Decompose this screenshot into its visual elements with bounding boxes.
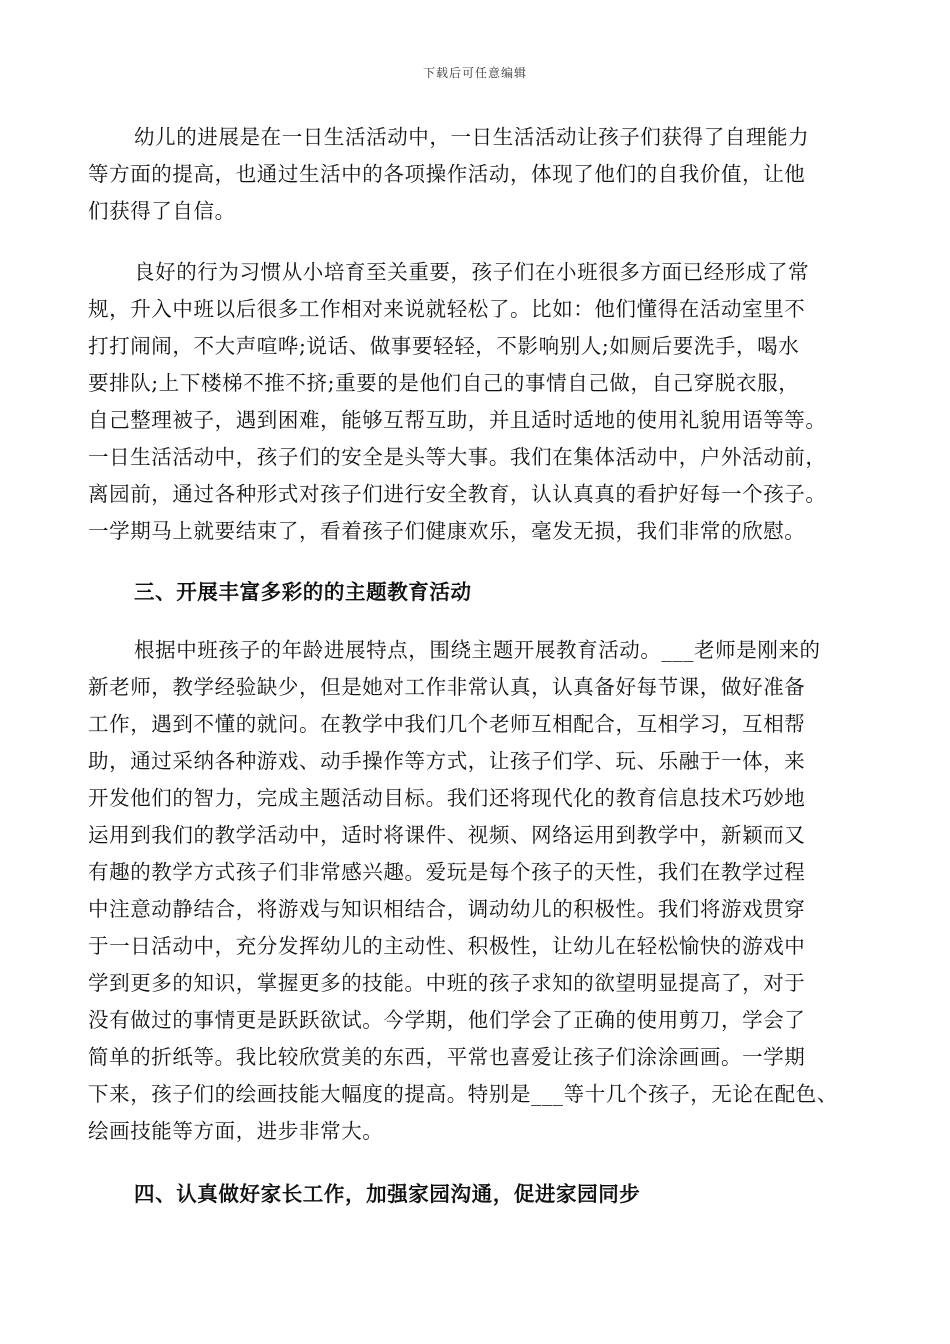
section-3-line-10: 学到更多的知识，掌握更多的技能。中班的孩子求知的欲望明显提高了，对于 xyxy=(88,971,806,995)
paragraph-2-line-8: 一学期马上就要结束了，看着孩子们健康欢乐，毫发无损，我们非常的欣慰。 xyxy=(88,519,806,543)
section-3-line-14: 绘画技能等方面，进步非常大。 xyxy=(88,1119,384,1143)
section-3-line-5: 开发他们的智力，完成主题活动目标。我们还将现代化的教育信息技术巧妙地 xyxy=(88,786,806,810)
paragraph-1-line-3: 们获得了自信。 xyxy=(88,199,236,223)
section-3-line-12: 简单的折纸等。我比较欣赏美的东西，平常也喜爱让孩子们涂涂画画。一学期 xyxy=(88,1045,806,1069)
section-3-line-1: 根据中班孩子的年龄进展特点，围绕主题开展教育活动。___老师是刚来的 xyxy=(134,638,821,662)
section-3-line-7: 有趣的教学方式孩子们非常感兴趣。爱玩是每个孩子的天性，我们在教学过程 xyxy=(88,860,806,884)
paragraph-2-line-3: 打打闹闹，不大声喧哗;说话、做事要轻轻，不影响别人;如厕后要洗手，喝水 xyxy=(88,334,800,358)
paragraph-1-line-1: 幼儿的进展是在一日生活活动中，一日生活活动让孩子们获得了自理能力 xyxy=(134,125,810,149)
section-3-heading: 三、开展丰富多彩的的主题教育活动 xyxy=(134,580,472,604)
paragraph-2-line-6: 一日生活活动中，孩子们的安全是头等大事。我们在集体活动中，户外活动前， xyxy=(88,445,827,469)
section-3-line-6: 运用到我们的教学活动中，适时将课件、视频、网络运用到教学中，新颖而又 xyxy=(88,823,806,847)
page-header: 下载后可任意编辑 xyxy=(422,66,527,80)
paragraph-2-line-5: 自己整理被子，遇到困难，能够互帮互助，并且适时适地的使用礼貌用语等等。 xyxy=(88,408,827,432)
section-3-line-11: 没有做过的事情更是跃跃欲试。今学期，他们学会了正确的使用剪刀，学会了 xyxy=(88,1008,806,1032)
section-3-line-3: 工作，遇到不懂的就问。在教学中我们几个老师互相配合，互相学习，互相帮 xyxy=(88,712,806,736)
section-3-line-13: 下来，孩子们的绘画技能大幅度的提高。特别是___等十几个孩子，无论在配色、 xyxy=(88,1082,838,1106)
paragraph-2-line-2: 规，升入中班以后很多工作相对来说就轻松了。比如：他们懂得在活动室里不 xyxy=(88,297,806,321)
section-3-line-8: 中注意动静结合，将游戏与知识相结合，调动幼儿的积极性。我们将游戏贯穿 xyxy=(88,897,806,921)
paragraph-1-line-2: 等方面的提高，也通过生活中的各项操作活动，体现了他们的自我价值，让他 xyxy=(88,162,806,186)
paragraph-2-line-7: 离园前，通过各种形式对孩子们进行安全教育，认认真真的看护好每一个孩子。 xyxy=(88,482,827,506)
paragraph-2-line-4: 要排队;上下楼梯不推不挤;重要的是他们自己的事情自己做，自己穿脱衣服， xyxy=(88,371,800,395)
section-4-heading: 四、认真做好家长工作，加强家园沟通，促进家园同步 xyxy=(134,1182,641,1206)
section-3-line-9: 于一日活动中，充分发挥幼儿的主动性、积极性，让幼儿在轻松愉快的游戏中 xyxy=(88,934,806,958)
paragraph-2-line-1: 良好的行为习惯从小培育至关重要，孩子们在小班很多方面已经形成了常 xyxy=(134,260,810,284)
section-3-line-2: 新老师，教学经验缺少，但是她对工作非常认真，认真备好每节课，做好准备 xyxy=(88,675,806,699)
section-3-line-4: 助，通过采纳各种游戏、动手操作等方式，让孩子们学、玩、乐融于一体，来 xyxy=(88,749,806,773)
